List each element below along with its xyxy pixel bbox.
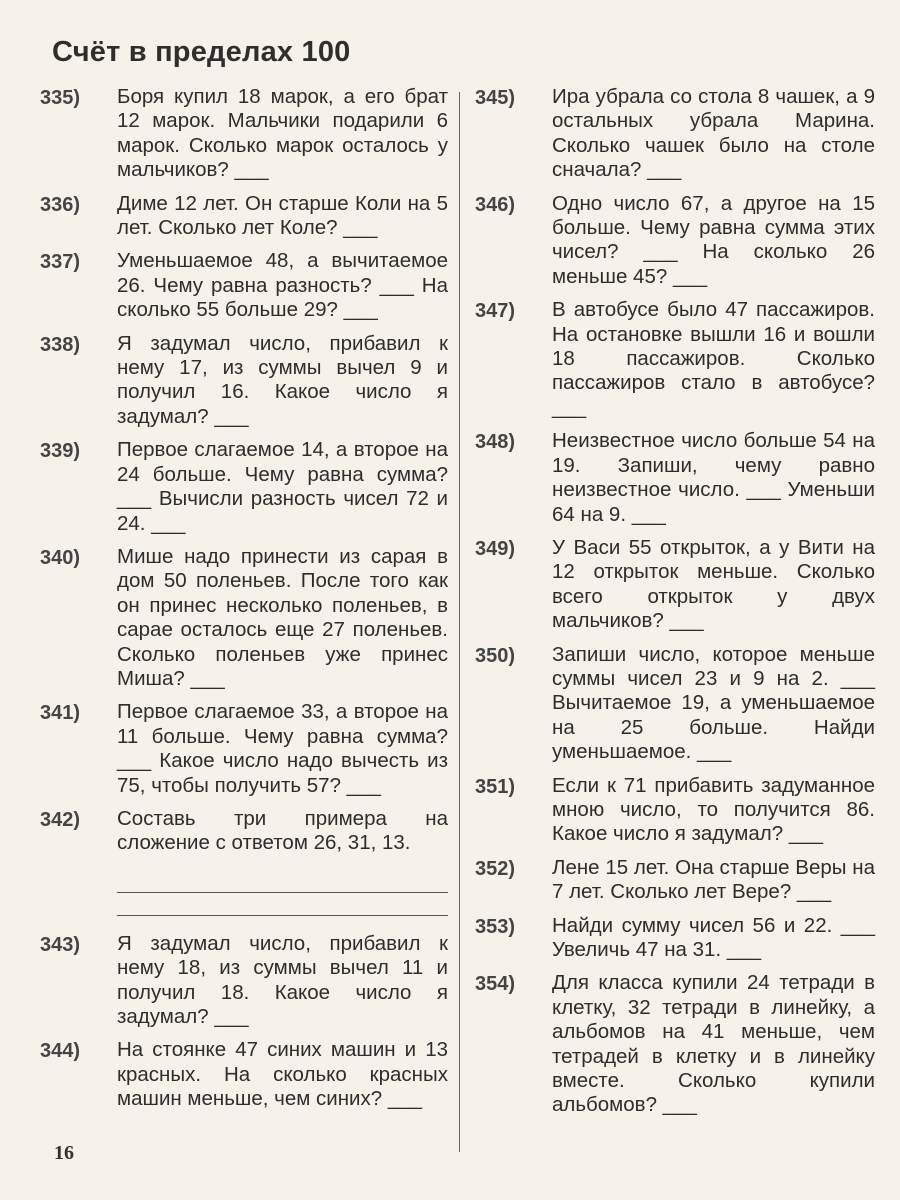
task-336 bbox=[40, 192, 448, 241]
page-number: 16 bbox=[54, 1142, 74, 1164]
task-text: Одно число 67, а другое на 15 больше. Чему равна сумма этих чисел? ___ На сколько 26 меньше 45? ___ bbox=[552, 191, 875, 288]
task-text: Ира убрала со стола 8 чашек, а 9 остальных убрала Марина. Сколько чашек было на столе сначала? ___ bbox=[552, 85, 875, 182]
task-text: Уменьшаемое 48, а вычитаемое 26. Чему равна разность? ___ На сколько 55 больше 29? ___ bbox=[117, 249, 448, 322]
task-text: В автобусе было 47 пассажиров. На остановке вышли 16 и вошли 18 пассажиров. Сколько пассажиров стало в автобусе? ___ bbox=[552, 298, 875, 419]
task-text: Первое слагаемое 33, а второе на 11 больше. Чему равна сумма? ___ Какое число надо вычесть из 75, чтобы получить 57? ___ bbox=[117, 700, 448, 797]
task-number: 336) bbox=[40, 193, 81, 216]
task-number: 339) bbox=[40, 440, 81, 463]
task-text: Если к 71 прибавить задуманное мною число, то получится 86. Какое число я задумал? ___ bbox=[552, 773, 875, 846]
task-text: Найди сумму чисел 56 и 22. ___ Увеличь 47 на 31. ___ bbox=[552, 913, 875, 961]
task-347 bbox=[475, 298, 875, 420]
task-337 bbox=[40, 249, 448, 322]
right-column bbox=[475, 85, 875, 1127]
task-text: Я задумал число, прибавил к нему 17, из суммы вычел 9 и получил 16. Какое число я задумал? ___ bbox=[117, 331, 448, 428]
task-350 bbox=[475, 643, 875, 765]
task-text: Боря купил 18 марок, а его брат 12 марок. Мальчики подарили 6 марок. Сколько марок осталось у мальчиков? ___ bbox=[117, 85, 448, 182]
task-341 bbox=[40, 700, 448, 798]
task-number: 349) bbox=[475, 537, 516, 560]
task-text: Диме 12 лет. Он старше Коли на 5 лет. Сколько лет Коле? ___ bbox=[117, 191, 448, 240]
task-text: Запиши число, которое меньше суммы чисел 23 и 9 на 2. ___ Вычитаемое 19, а уменьшаемое на 25 больше. Найди уменьшаемое. ___ bbox=[552, 642, 875, 764]
task-number: 354) bbox=[475, 973, 516, 996]
answer-line[interactable] bbox=[117, 870, 448, 893]
task-number: 345) bbox=[475, 87, 516, 109]
task-text: На стоянке 47 синих машин и 13 красных. На сколько красных машин меньше, чем синих? ___ bbox=[117, 1038, 448, 1111]
task-354 bbox=[475, 971, 875, 1117]
task-number: 352) bbox=[475, 857, 516, 880]
task-text: У Васи 55 открыток, а у Вити на 12 открыток меньше. Сколько всего открыток у двух мальчиков? ___ bbox=[552, 535, 875, 633]
left-column bbox=[40, 85, 448, 1121]
task-text: Мише надо принести из сарая в дом 50 поленьев. После того как он принес несколько поленьев, в сарае осталось еще 27 поленьев. Сколько поленьев уже принес Миша? ___ bbox=[117, 544, 448, 690]
task-number: 335) bbox=[40, 87, 81, 109]
task-number: 353) bbox=[475, 915, 516, 938]
task-number: 343) bbox=[40, 933, 81, 956]
task-number: 340) bbox=[40, 546, 81, 569]
column-divider bbox=[459, 92, 460, 1152]
task-text: Для класса купили 24 тетради в клетку, 32 тетради в линейку, а альбомов на 41 меньше, чем тетрадей в клетку и в линейку вместе. Сколько купили альбомов? ___ bbox=[552, 971, 875, 1117]
task-text: Неизвестное число больше 54 на 19. Запиши, чему равно неизвестное число. ___ Уменьши 64 на 9. ___ bbox=[552, 429, 875, 526]
task-343 bbox=[40, 932, 448, 1030]
task-342 bbox=[40, 807, 448, 856]
task-338 bbox=[40, 332, 448, 430]
task-number: 341) bbox=[40, 702, 81, 725]
task-353 bbox=[475, 914, 875, 963]
task-number: 346) bbox=[475, 193, 516, 216]
task-text: Составь три примера на сложение с ответом 26, 31, 13. bbox=[117, 806, 448, 855]
answer-lines bbox=[117, 870, 448, 916]
task-346 bbox=[475, 192, 875, 290]
task-344 bbox=[40, 1038, 448, 1111]
task-number: 348) bbox=[475, 431, 516, 454]
task-349 bbox=[475, 536, 875, 634]
task-number: 338) bbox=[40, 333, 81, 356]
task-text: Лене 15 лет. Она старше Веры на 7 лет. Сколько лет Вере? ___ bbox=[552, 855, 875, 904]
task-text: Первое слагаемое 14, а второе на 24 больше. Чему равна сумма? ___ Вычисли разность чисел 72 и 24. ___ bbox=[117, 438, 448, 535]
task-352 bbox=[475, 856, 875, 905]
task-351 bbox=[475, 774, 875, 847]
answer-line[interactable] bbox=[117, 893, 448, 916]
task-number: 344) bbox=[40, 1040, 81, 1063]
task-number: 347) bbox=[475, 300, 516, 323]
task-335 bbox=[40, 85, 448, 183]
task-340 bbox=[40, 545, 448, 691]
task-number: 342) bbox=[40, 808, 81, 831]
task-number: 337) bbox=[40, 251, 81, 274]
task-number: 350) bbox=[475, 644, 516, 667]
task-348 bbox=[475, 429, 875, 527]
task-339 bbox=[40, 438, 448, 536]
task-number: 351) bbox=[475, 775, 516, 798]
task-345 bbox=[475, 85, 875, 183]
page-title: Счёт в пределах 100 bbox=[52, 36, 351, 68]
task-text: Я задумал число, прибавил к нему 18, из суммы вычел 11 и получил 18. Какое число я задумал? ___ bbox=[117, 931, 448, 1028]
